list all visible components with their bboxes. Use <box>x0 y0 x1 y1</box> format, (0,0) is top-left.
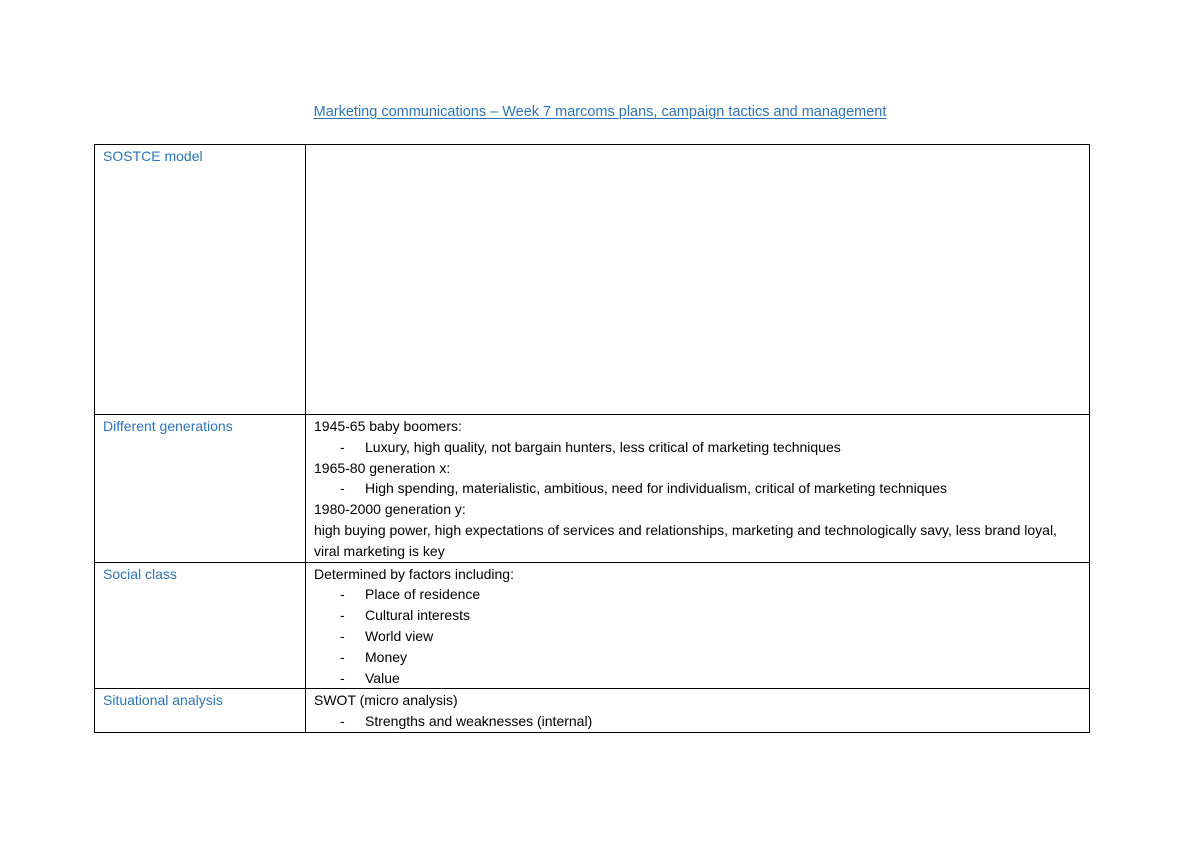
list-item <box>314 668 1081 689</box>
table-row-different-generations <box>95 415 1090 563</box>
table-row-social-class <box>95 562 1090 689</box>
bullet-dash: - <box>340 648 345 665</box>
list-item <box>314 647 1081 668</box>
bullet-dash: - <box>340 480 345 497</box>
list-item-text: Place of residence <box>365 586 481 603</box>
list-item-text: Strengths and weaknesses (internal) <box>365 713 593 730</box>
generation-heading-baby-boomers: 1945-65 baby boomers: <box>314 418 462 434</box>
list-item-text: High spending, materialistic, ambitious, need for individualism, critical of marketing techniques <box>365 480 948 497</box>
bullet-dash: - <box>340 713 345 730</box>
notes-table <box>94 144 1090 733</box>
row-label-text: SOSTCE model <box>103 148 203 164</box>
bullet-dash: - <box>340 438 345 455</box>
bullet-dash: - <box>340 607 345 624</box>
list-item <box>314 626 1081 647</box>
list-item <box>314 584 1081 605</box>
row-content-different-generations <box>306 415 1090 563</box>
list-item-text: Cultural interests <box>365 607 471 624</box>
list-item-text: World view <box>365 627 434 644</box>
bullet-dash: - <box>340 627 345 644</box>
row-label-text: Situational analysis <box>103 692 223 709</box>
row-label-different-generations <box>95 415 306 563</box>
list-item <box>314 711 1081 732</box>
generation-y-description: high buying power, high expectations of services and relationships, marketing and technologically savy, less brand loyal, viral marketing is key <box>314 521 1057 559</box>
list-item-text: Value <box>365 669 400 686</box>
list-item-text: Luxury, high quality, not bargain hunters, less critical of marketing techniques <box>365 438 841 455</box>
document-title: Marketing communications – Week 7 marcoms plans, campaign tactics and management <box>313 104 887 120</box>
row-label-situational-analysis <box>95 689 306 733</box>
bullet-dash: - <box>340 586 345 603</box>
row-label-sostce-model <box>95 145 306 415</box>
row-label-text: Different generations <box>103 418 233 434</box>
generation-heading-generation-y: 1980-2000 generation y: <box>314 501 466 518</box>
list-item <box>314 478 1081 499</box>
situational-analysis-intro: SWOT (micro analysis) <box>314 692 458 709</box>
social-class-intro: Determined by factors including: <box>314 565 514 582</box>
row-content-situational-analysis <box>306 689 1090 733</box>
row-content-social-class <box>306 562 1090 689</box>
row-label-text: Social class <box>103 565 177 582</box>
row-content-sostce-model <box>306 145 1090 415</box>
bullet-dash: - <box>340 669 345 686</box>
list-item-text: Money <box>365 648 408 665</box>
row-label-social-class <box>95 562 306 689</box>
table-row-sostce-model <box>95 145 1090 415</box>
table-row-situational-analysis <box>95 689 1090 733</box>
list-item <box>314 605 1081 626</box>
list-item <box>314 437 1081 458</box>
generation-heading-generation-x: 1965-80 generation x: <box>314 459 451 476</box>
